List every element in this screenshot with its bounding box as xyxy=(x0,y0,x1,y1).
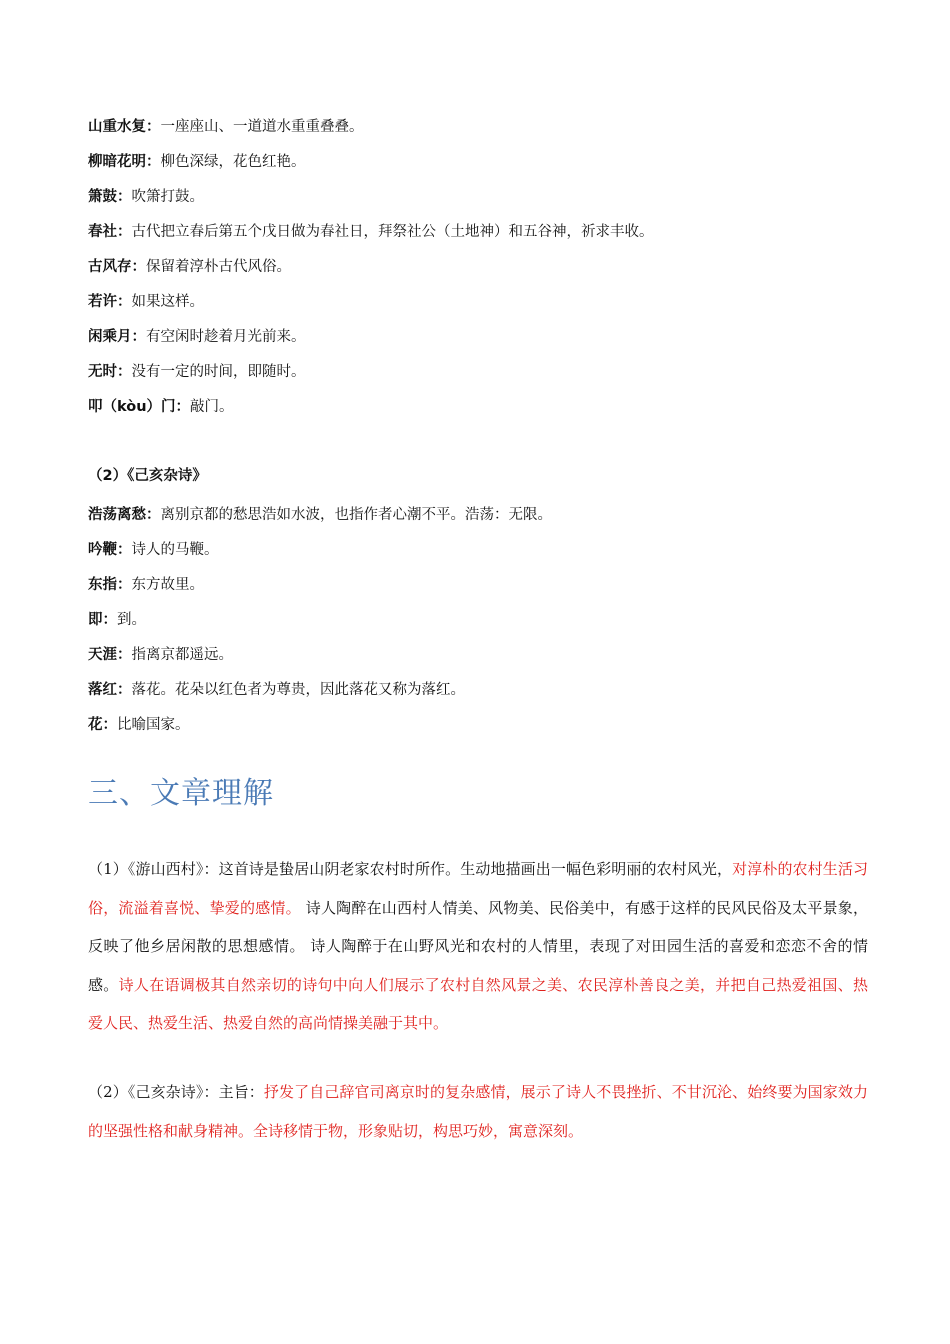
gloss-definition: 没有一定的时间，即随时。 xyxy=(131,364,306,380)
gloss-term: 柳暗花明 xyxy=(88,154,146,170)
gloss-definition: 指离京都遥远。 xyxy=(131,647,233,663)
gloss-definition: 一座座山、一道道水重重叠叠。 xyxy=(160,119,364,135)
gloss-definition: 古代把立春后第五个戊日做为春社日，拜祭社公（土地神）和五谷神，祈求丰收。 xyxy=(131,224,654,240)
gloss-definition: 有空闲时趁着月光前来。 xyxy=(146,329,306,345)
gloss-entry: 花：比喻国家。 xyxy=(88,717,190,733)
gloss-term: 天涯 xyxy=(88,647,117,663)
highlight-text: 对淳朴的农村生活习俗，流溢着喜悦、挚爱的感情。 xyxy=(88,860,868,917)
gloss-term: 闲乘月 xyxy=(88,329,132,345)
gloss-definition: 比喻国家。 xyxy=(117,717,190,733)
gloss-entry: 落红：落花。花朵以红色者为尊贵，因此落花又称为落红。 xyxy=(88,682,465,698)
gloss-entry: 浩荡离愁：离别京都的愁思浩如水波，也指作者心潮不平。浩荡：无限。 xyxy=(88,507,552,523)
gloss-definition: 如果这样。 xyxy=(131,294,204,310)
gloss-definition: 落花。花朵以红色者为尊贵，因此落花又称为落红。 xyxy=(131,682,465,698)
gloss-definition: 东方故里。 xyxy=(131,577,204,593)
gloss-term: 花 xyxy=(88,717,103,733)
gloss-term: 春社 xyxy=(88,224,117,240)
gloss-entry: 叩（kòu）门：敲门。 xyxy=(88,399,234,415)
paragraph-you-shan-xi-cun: （1）《游山西村》：这首诗是蛰居山阴老家农村时所作。生动地描画出一幅色彩明丽的农村风光，对淳朴的农村生活习俗，流溢着喜悦、挚爱的感情。 诗人陶醉在山西村人情美、风物美、民俗美中，有感于这样的民风民俗及太平景象，反映了他乡居闲散的思想感情。 诗人陶醉于在山野风光和农村的人情里，表现了对田园生活的喜爱和恋恋不舍的情感。诗人在语调极其自然亲切的诗句中向人们展示了农村自然风景之美、农民淳朴善良之美，并把自己热爱祖国、热爱人民、热爱生活、热爱自然的高尚情操美融于其中。 xyxy=(88,860,868,1032)
gloss-entry: 山重水复：一座座山、一道道水重重叠叠。 xyxy=(88,119,364,135)
paragraph-ji-hai-za-shi: （2）《己亥杂诗》：主旨：抒发了自己辞官司离京时的复杂感情，展示了诗人不畏挫折、不甘沉沦、始终要为国家效力的坚强性格和献身精神。全诗移情于物，形象贴切，构思巧妙，寓意深刻。 xyxy=(88,1083,868,1140)
gloss-entry: 古风存：保留着淳朴古代风俗。 xyxy=(88,259,291,275)
gloss-entry: 天涯：指离京都遥远。 xyxy=(88,647,233,663)
gloss-term: 无时 xyxy=(88,364,117,380)
gloss-entry: 柳暗花明：柳色深绿，花色红艳。 xyxy=(88,154,306,170)
gloss-term: 山重水复 xyxy=(88,119,146,135)
gloss-definition: 敲门。 xyxy=(190,399,234,415)
gloss-term: 若许 xyxy=(88,294,117,310)
gloss-definition: 柳色深绿，花色红艳。 xyxy=(160,154,306,170)
gloss-entry: 吟鞭：诗人的马鞭。 xyxy=(88,542,219,558)
gloss-definition: 保留着淳朴古代风俗。 xyxy=(146,259,291,275)
gloss-entry: 即：到。 xyxy=(88,612,146,628)
gloss-term: 落红 xyxy=(88,682,117,698)
section-heading: 三、文章理解 xyxy=(88,776,274,811)
gloss-definition: 吹箫打鼓。 xyxy=(131,189,204,205)
poem-subheading: （2）《己亥杂诗》 xyxy=(88,468,207,484)
gloss-term: 东指 xyxy=(88,577,117,593)
gloss-definition: 诗人的马鞭。 xyxy=(131,542,219,558)
gloss-term: 叩（kòu）门 xyxy=(88,399,176,415)
gloss-definition: 到。 xyxy=(117,612,146,628)
gloss-entry: 无时：没有一定的时间，即随时。 xyxy=(88,364,306,380)
gloss-term: 吟鞭 xyxy=(88,542,117,558)
gloss-entry: 闲乘月：有空闲时趁着月光前来。 xyxy=(88,329,306,345)
gloss-entry: 若许：如果这样。 xyxy=(88,294,204,310)
gloss-entry: 箫鼓：吹箫打鼓。 xyxy=(88,189,204,205)
highlight-text: 诗人在语调极其自然亲切的诗句中向人们展示了农村自然风景之美、农民淳朴善良之美，并把自己热爱祖国、热爱人民、热爱生活、热爱自然的高尚情操美融于其中。 xyxy=(88,975,868,1032)
gloss-entry: 东指：东方故里。 xyxy=(88,577,204,593)
gloss-term: 浩荡离愁 xyxy=(88,507,146,523)
gloss-term: 箫鼓 xyxy=(88,189,117,205)
gloss-term: 即 xyxy=(88,612,103,628)
gloss-definition: 离别京都的愁思浩如水波，也指作者心潮不平。浩荡：无限。 xyxy=(160,507,552,523)
gloss-entry: 春社：古代把立春后第五个戊日做为春社日，拜祭社公（土地神）和五谷神，祈求丰收。 xyxy=(88,224,654,240)
highlight-text: 抒发了自己辞官司离京时的复杂感情，展示了诗人不畏挫折、不甘沉沦、始终要为国家效力的坚强性格和献身精神。全诗移情于物，形象贴切，构思巧妙，寓意深刻。 xyxy=(88,1083,868,1140)
gloss-term: 古风存 xyxy=(88,259,132,275)
